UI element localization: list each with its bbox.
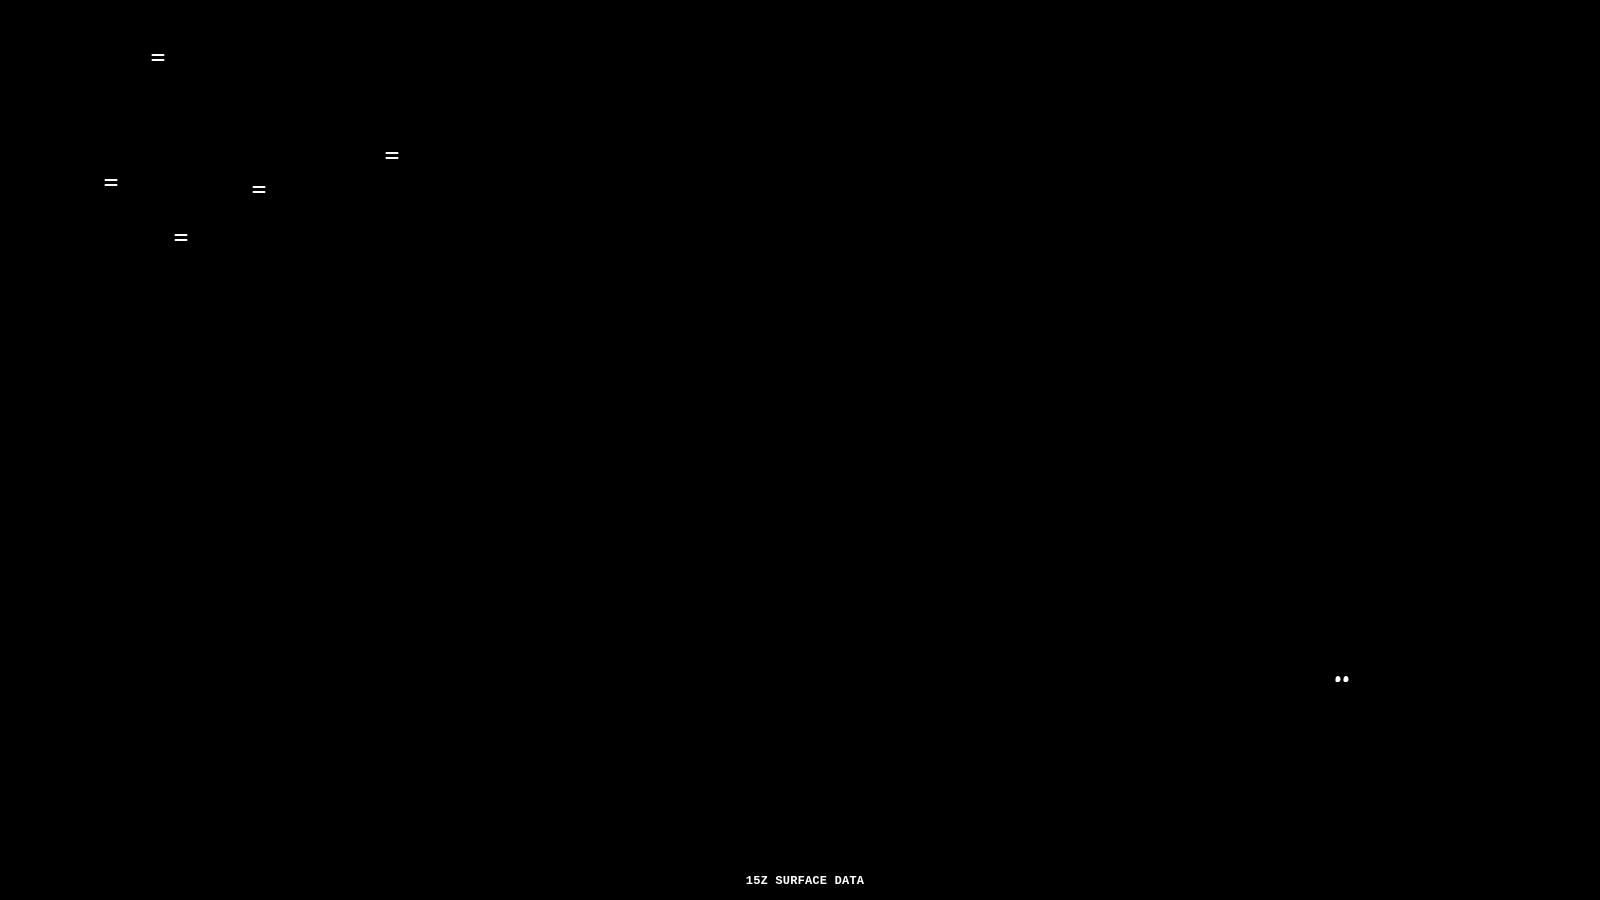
- mist-icon: [105, 179, 118, 187]
- light-drizzle-icon: [1336, 676, 1349, 682]
- mist-icon: [152, 54, 165, 62]
- mist-icon: [253, 186, 266, 194]
- product-title: 15Z SURFACE DATA: [745, 874, 865, 888]
- mist-icon: [175, 234, 188, 242]
- mist-icon: [386, 152, 399, 160]
